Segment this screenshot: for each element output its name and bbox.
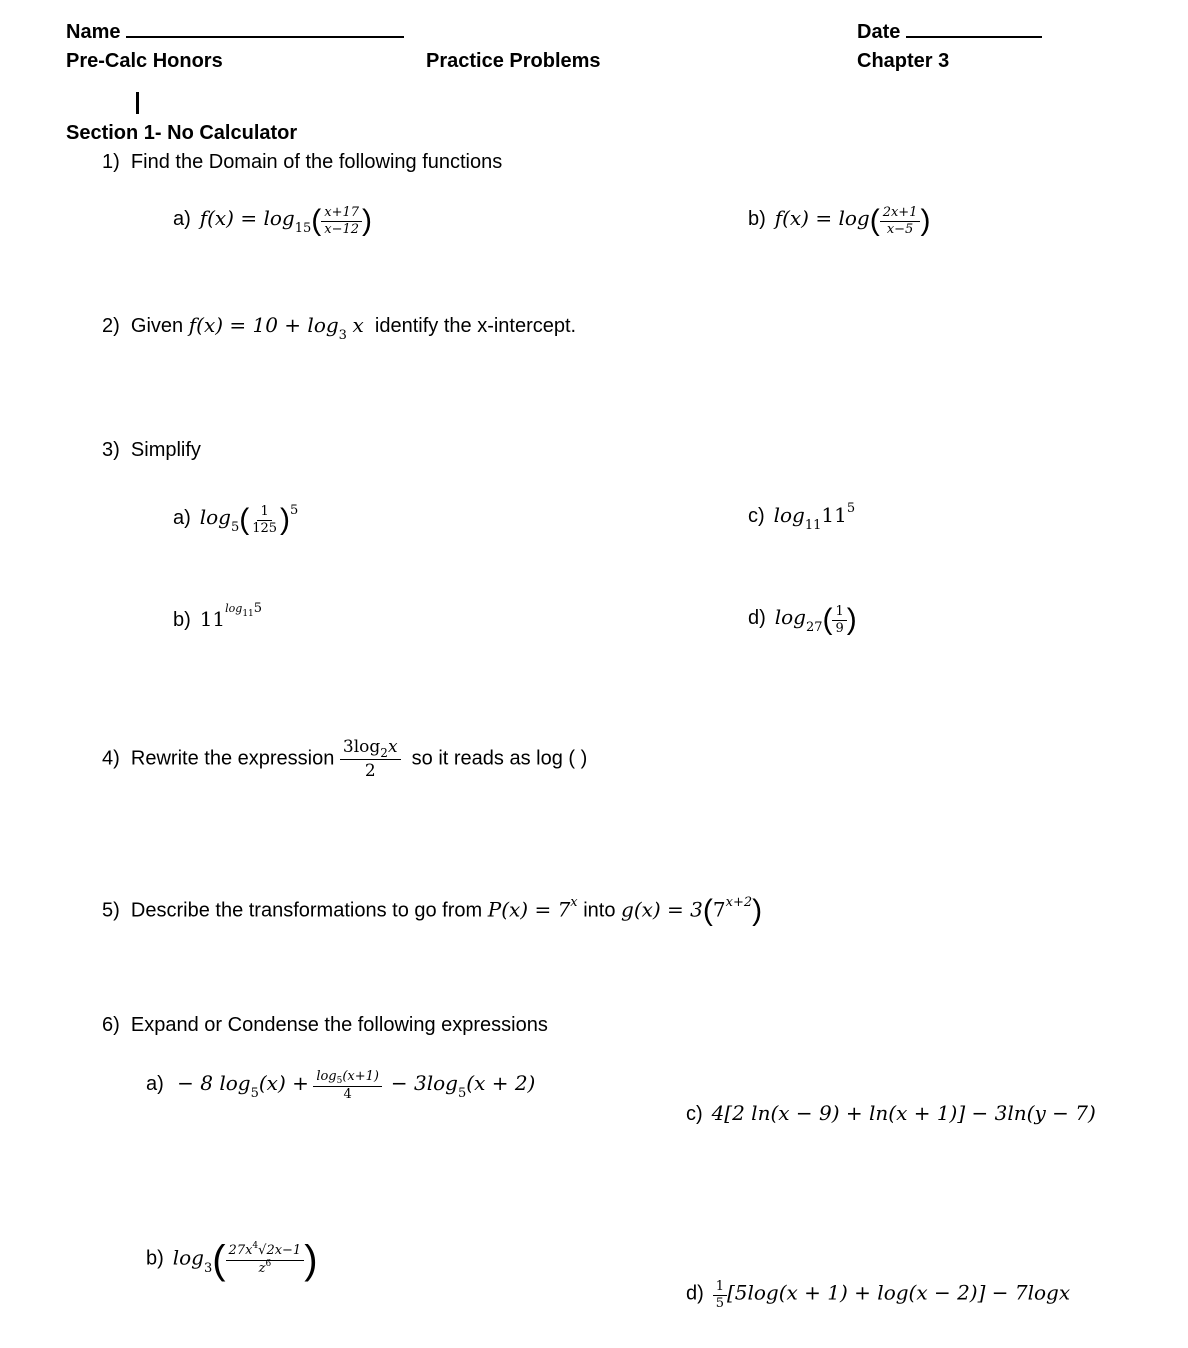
text-cursor [136,92,139,114]
date-label: Date [857,21,1042,44]
q6-prompt: 6) Expand or Condense the following expressions [102,1014,548,1036]
q3d-expression: d) $\log_{27}$( $\frac{1}{9}$ ) [748,603,857,636]
q6a-expression: a) − 8 $\log_5(x)$ + $\frac{\log_5(x+1)}{4}$ − $3\log_5(x + 2)$ [146,1069,536,1102]
date-field[interactable] [906,36,1042,38]
chapter-label: Chapter 3 [857,50,950,72]
q3a-expression: a) $\log_5$( $\frac{1}{125}$ )$^5$ [173,503,299,536]
q3b-expression: b) $11\log_{11}5$ [173,601,263,631]
q3c-expression: c) $\log_{11}11^5$ [748,501,856,533]
q1b-expression: b) f(x) = log( $\frac{2x+1}{x-5}$ ) [748,204,931,237]
q4-prompt: 4) Rewrite the expression $\frac{3\log_2x}{2}$ so it reads as log ( ) [102,737,588,781]
q5-prompt: 5) Describe the transformations to go from $P(x) = 7^x$ into $g(x) = 3(7^{x+2})$ [102,894,763,927]
q6b-expression: b) $\log_3$( $\frac{27x^4√2x-1}{z^6}$ ) [146,1238,318,1282]
name-label: Name [66,21,404,44]
course-name: Pre-Calc Honors [66,50,223,72]
q6d-expression: d) $\frac{1}{5}$ [5log(x + 1) + log(x − 2)] − 7logx [686,1279,1071,1311]
q6c-expression: c) 4[2 ln(x − 9) + ln(x + 1)] − 3ln(y − 7) [686,1101,1096,1125]
q2-prompt: 2) Given $f(x) = 10 + \log_3 x$ identify the x-intercept. [102,313,577,343]
section-heading: Section 1- No Calculator [66,122,298,144]
q1-prompt: 1) Find the Domain of the following functions [102,151,503,173]
q3-prompt: 3) Simplify [102,439,201,461]
q1a-expression: a) $f(x) = \log_{15}$( $\frac{x+17}{x-12}$ ) [173,204,373,237]
name-field[interactable] [126,36,404,38]
page-title: Practice Problems [426,50,601,72]
